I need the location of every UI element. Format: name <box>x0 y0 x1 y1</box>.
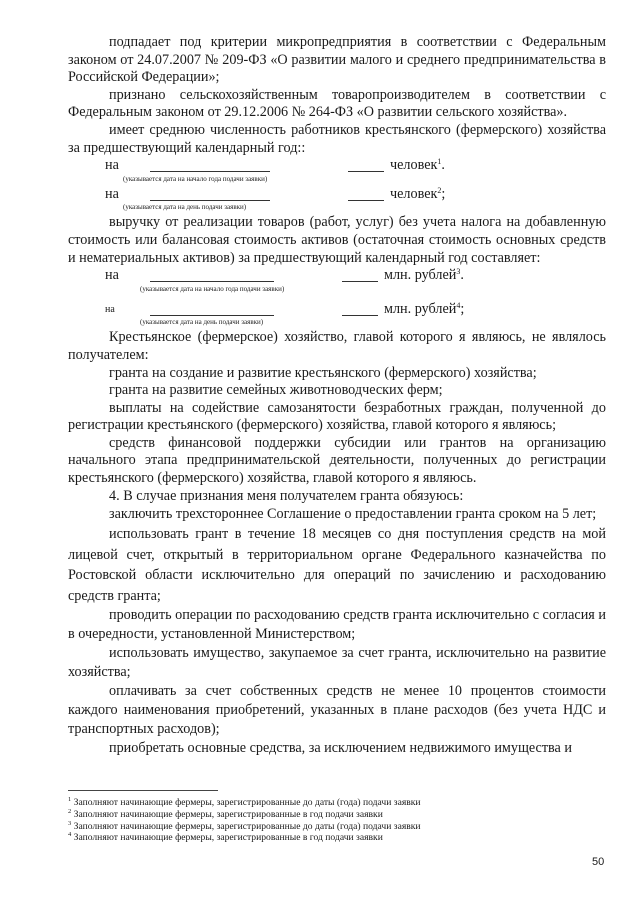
value-blank-line[interactable] <box>348 171 384 172</box>
revenue-application-day-row <box>68 301 606 319</box>
hint-row <box>68 203 606 214</box>
value-blank-line[interactable] <box>348 200 384 201</box>
paragraph-grant-livestock: гранта на развитие семейных животноводческих ферм; <box>109 382 443 399</box>
date-blank-line[interactable] <box>150 281 274 282</box>
footnote-2: $^2$ Заполняют начинающие фермеры, зарегистрированные в год подачи заявки <box>68 807 383 820</box>
date-hint: (указывается дата на день подачи заявки) <box>123 203 247 212</box>
footnote-ref-3: 3 <box>456 267 461 277</box>
date-blank-line[interactable] <box>150 171 270 172</box>
na-label: на <box>105 157 119 174</box>
paragraph-agri-producer: признано сельскохозяйственным товаропроизводителем в соответствии с Федеральным законом от 29.12.2006 № 264-ФЗ «О развитии сельского хозяйства». <box>68 86 606 121</box>
footnote-separator <box>68 790 218 791</box>
value-blank-line[interactable] <box>342 281 378 282</box>
paragraph-self-employment: выплаты на содействие самозанятости безработных граждан, полученной до регистрации крестьянского (фермерского) хозяйства, главой которого я являюсь; <box>68 399 606 434</box>
workers-unit: человек$^1$. <box>390 157 445 174</box>
paragraph-agreement: заключить трехстороннее Соглашение о предоставлении гранта сроком на 5 лет; <box>109 506 597 523</box>
paragraph-acquire-assets: приобретать основные средства, за исключением недвижимого имущества и <box>109 740 572 757</box>
paragraph-obligations-heading: 4. В случае признания меня получателем гранта обязуюсь: <box>109 487 464 504</box>
paragraph-own-funds: оплачивать за счет собственных средств не менее 10 процентов стоимости каждого наименования приобретений, указанных в плане расходов (без учета НДС и транспортных расходов); <box>68 683 606 738</box>
footnote-ref-1: 1 <box>437 157 442 167</box>
footnote-ref-2: 2 <box>437 185 442 195</box>
hint-row <box>68 175 606 186</box>
paragraph-micro-enterprise: подпадает под критерии микропредприятия в соответствии с Федеральным законом от 24.07.2007 № 209-ФЗ «О развитии малого и среднего предпринимательства в Российской Федерации»; <box>68 34 606 86</box>
hint-row <box>68 285 606 296</box>
footnote-ref-4: 4 <box>456 300 461 310</box>
date-hint: (указывается дата на день подачи заявки) <box>140 318 264 327</box>
date-hint: (указывается дата на начало года подачи заявки) <box>123 174 268 183</box>
paragraph-grant-farm: гранта на создание и развитие крестьянского (фермерского) хозяйства; <box>109 364 537 381</box>
paragraph-not-recipient: Крестьянское (фермерское) хозяйство, главой которого я являюсь, не являлось получателем: <box>68 329 606 363</box>
date-hint: (указывается дата на начало года подачи заявки) <box>140 284 285 293</box>
page-number: 50 <box>592 856 605 868</box>
na-label: на <box>105 267 119 284</box>
workers-unit: человек$^2$; <box>390 185 446 202</box>
document-body <box>68 34 606 758</box>
revenue-unit: млн. рублей$^4$; <box>384 300 465 317</box>
revenue-start-year-row <box>68 267 606 285</box>
revenue-unit: млн. рублей$^3$. <box>384 267 464 284</box>
hint-row <box>68 318 606 329</box>
footnote-1: $^1$ Заполняют начинающие фермеры, зарегистрированные до даты (года) подачи заявки <box>68 796 421 808</box>
paragraph-revenue: выручку от реализации товаров (работ, услуг) без учета налога на добавленную стоимость или балансовая стоимость активов (остаточная стоимость основных средств и нематериальных активов) за предшествующий календарный год составляет: <box>68 214 606 266</box>
value-blank-line[interactable] <box>342 315 378 316</box>
footnote-4: $^4$ Заполняют начинающие фермеры, зарегистрированные в год подачи заявки <box>68 831 383 844</box>
paragraph-operations: проводить операции по расходованию средств гранта исключительно с согласия и в очередности, установленной Министерством; <box>68 607 606 643</box>
footnotes <box>68 797 608 844</box>
date-blank-line[interactable] <box>150 200 270 201</box>
workers-application-day-row <box>68 186 606 204</box>
paragraph-use-property: использовать имущество, закупаемое за счет гранта, исключительно на развитие хозяйства; <box>68 645 606 681</box>
paragraph-avg-workers: имеет среднюю численность работников крестьянского (фермерского) хозяйства за предшествующий календарный год:: <box>68 121 606 156</box>
paragraph-financial-support: средств финансовой поддержки субсидии или грантов на организацию начального этапа предпринимательской деятельности, полученных до регистрации крестьянского (фермерского) хозяйства, главой которого я являюсь. <box>68 434 606 487</box>
date-blank-line[interactable] <box>150 315 274 316</box>
workers-start-year-row <box>68 157 606 175</box>
paragraph-use-grant: использовать грант в течение 18 месяцев со дня поступления средств на мой лицевой счет, открытый в территориальном органе Федерального казначейства по Ростовской области исключительно для операций по зачислению и расходованию средств гранта; <box>68 526 606 604</box>
na-label: на <box>105 303 115 315</box>
footnote-3: $^3$ Заполняют начинающие фермеры, зарегистрированные до даты (года) подачи заявки <box>68 819 421 832</box>
na-label: на <box>105 185 119 202</box>
